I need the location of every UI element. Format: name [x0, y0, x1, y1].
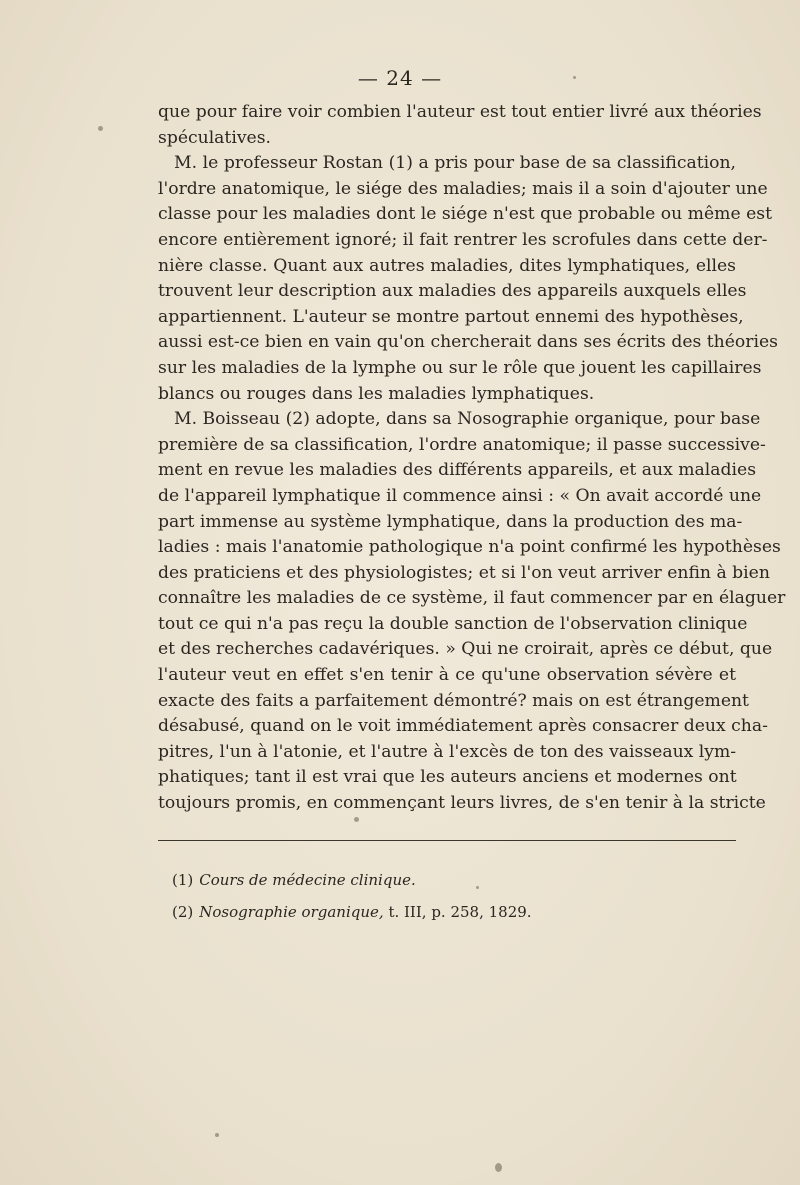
text-line: que pour faire voir combien l'auteur est tout entier livré aux théories — [158, 102, 762, 122]
text-line: spéculatives. — [158, 127, 272, 148]
text-line: pitres, l'un à l'atonie, et l'autre à l'excès de ton des vaisseaux lym- — [158, 741, 737, 762]
text-line: encore entièrement ignoré; il fait rentrer les scrofules dans cette der- — [158, 229, 768, 250]
footnote-reference: t. III, p. 258, 1829. — [383, 903, 532, 921]
footnote — [172, 866, 732, 898]
text-line: et des recherches cadavériques. » Qui ne croirait, après ce début, que — [158, 639, 773, 660]
footnotes — [172, 866, 732, 930]
footnote-title: Cours de médecine clinique. — [199, 871, 416, 889]
body-text — [158, 100, 786, 817]
footnote — [172, 898, 732, 930]
text-line: exacte des faits a parfaitement démontré? mais on est étrangement — [158, 690, 749, 711]
footnote-title: Nosographie organique, — [199, 903, 384, 921]
text-line: ladies : mais l'anatomie pathologique n'a point confirmé les hypothèses — [158, 537, 781, 558]
print-speck — [98, 126, 103, 131]
text-line: M. Boisseau (2) adopte, dans sa Nosographie organique, pour base — [174, 409, 761, 430]
text-line: l'auteur veut en effet s'en tenir à ce qu'une observation sévère et — [158, 665, 736, 686]
text-line: aussi est-ce bien en vain qu'on chercherait dans ses écrits des théories — [158, 332, 778, 353]
text-line: des praticiens et des physiologistes; et si l'on veut arriver enfin à bien — [158, 562, 770, 583]
text-line: trouvent leur description aux maladies des appareils auxquels elles — [158, 281, 747, 302]
text-line: nière classe. Quant aux autres maladies, dites lymphatiques, elles — [158, 255, 736, 276]
text-line: appartiennent. L'auteur se montre partout ennemi des hypothèses, — [158, 306, 744, 327]
text-line: phatiques; tant il est vrai que les auteurs anciens et modernes ont — [158, 767, 737, 788]
text-line: connaître les maladies de ce système, il faut commencer par en élaguer — [158, 588, 786, 609]
print-speck — [354, 817, 359, 822]
text-line: première de sa classification, l'ordre anatomique; il passe successive- — [158, 434, 766, 455]
text-line: de l'appareil lymphatique il commence ainsi : « On avait accordé une — [158, 485, 762, 506]
text-line: part immense au système lymphatique, dans la production des ma- — [158, 511, 743, 532]
text-line: l'ordre anatomique, le siége des maladies; mais il a soin d'ajouter une — [158, 178, 768, 199]
text-line: toujours promis, en commençant leurs livres, de s'en tenir à la stricte — [158, 793, 766, 814]
text-line: ment en revue les maladies des différents appareils, et aux maladies — [158, 460, 757, 481]
footnote-rule — [158, 840, 736, 841]
footnote-marker: (2) — [172, 903, 194, 921]
text-line: blancs ou rouges dans les maladies lymphatiques. — [158, 383, 595, 404]
print-speck — [476, 886, 479, 889]
text-line: sur les maladies de la lymphe ou sur le rôle que jouent les capillaires — [158, 357, 762, 378]
print-speck — [573, 76, 576, 79]
text-line: tout ce qui n'a pas reçu la double sanction de l'observation clinique — [158, 613, 748, 634]
footnote-marker: (1) — [172, 871, 194, 889]
text-line: désabusé, quand on le voit immédiatement après consacrer deux cha- — [158, 716, 768, 737]
print-speck — [215, 1133, 219, 1137]
text-line: M. le professeur Rostan (1) a pris pour base de sa classification, — [174, 153, 736, 174]
text-line: classe pour les maladies dont le siége n'est que probable ou même est — [158, 204, 772, 225]
print-speck — [495, 1163, 502, 1172]
page-number: — 24 — — [357, 66, 443, 90]
